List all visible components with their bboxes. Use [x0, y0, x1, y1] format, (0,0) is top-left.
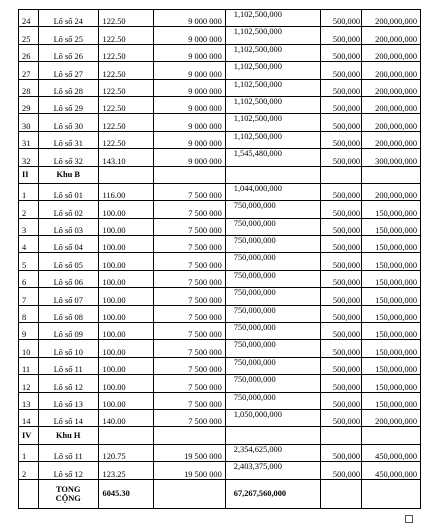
row-number-cell: 4	[19, 236, 39, 253]
total-price-cell: 750,000,000	[225, 253, 321, 270]
deposit-cell: 500,000	[321, 305, 362, 322]
payment-cell: 200,000,000	[362, 79, 421, 96]
section-empty-cell	[362, 166, 421, 183]
table-row	[19, 375, 421, 392]
payment-cell: 450,000,000	[362, 462, 421, 479]
lot-name-cell: Lô số 26	[38, 44, 98, 61]
lot-name-cell: Lô số 14	[38, 409, 98, 426]
row-number-cell: 5	[19, 253, 39, 270]
payment-cell: 200,000,000	[362, 44, 421, 61]
table-row	[19, 96, 421, 113]
table-row	[19, 149, 421, 166]
unit-price-cell: 7 500 000	[154, 357, 226, 374]
deposit-cell: 500,000	[321, 114, 362, 131]
area-cell: 100.00	[98, 253, 154, 270]
row-number-cell: 13	[19, 392, 39, 409]
table-row	[19, 270, 421, 287]
unit-price-cell: 7 500 000	[154, 323, 226, 340]
lot-name-cell: Lô số 05	[38, 253, 98, 270]
total-amount-cell: 67,267,560,000	[225, 479, 321, 508]
lot-name-cell: Lô số 12	[38, 462, 98, 479]
row-number-cell: 3	[19, 218, 39, 235]
section-empty-cell	[98, 427, 154, 444]
lot-name-cell: Lô số 08	[38, 305, 98, 322]
lot-price-table	[18, 9, 421, 509]
table-row	[19, 131, 421, 148]
area-cell: 100.00	[98, 236, 154, 253]
area-cell: 122.50	[98, 114, 154, 131]
section-empty-cell	[321, 427, 362, 444]
lot-name-cell: Lô số 01	[38, 183, 98, 200]
area-cell: 100.00	[98, 340, 154, 357]
total-price-cell	[154, 479, 226, 508]
row-number-cell: 1	[19, 183, 39, 200]
row-number-cell: 9	[19, 323, 39, 340]
section-empty-cell	[362, 427, 421, 444]
row-number-cell: 14	[19, 409, 39, 426]
unit-price-cell: 9 000 000	[154, 131, 226, 148]
area-cell: 100.00	[98, 218, 154, 235]
total-price-cell: 1,102,500,000	[225, 27, 321, 44]
total-price-cell: 1,102,500,000	[225, 96, 321, 113]
total-price-cell: 2,354,625,000	[225, 444, 321, 461]
total-label-line1: TONG	[55, 484, 81, 494]
area-cell: 122.50	[98, 44, 154, 61]
unit-price-cell: 9 000 000	[154, 62, 226, 79]
total-price-cell: 1,102,500,000	[225, 79, 321, 96]
table-row	[19, 288, 421, 305]
row-number-cell: 25	[19, 27, 39, 44]
lot-name-cell: Lô số 11	[38, 444, 98, 461]
section-row	[19, 166, 421, 183]
row-number-cell: 6	[19, 270, 39, 287]
lot-name-cell: Lô số 02	[38, 201, 98, 218]
area-cell: 123.25	[98, 462, 154, 479]
deposit-cell: 500,000	[321, 375, 362, 392]
unit-price-cell: 9 000 000	[154, 10, 226, 27]
unit-price-cell: 9 000 000	[154, 79, 226, 96]
payment-cell: 150,000,000	[362, 201, 421, 218]
total-price-cell: 1,545,480,000	[225, 149, 321, 166]
total-price-cell: 750,000,000	[225, 323, 321, 340]
lot-name-cell: Lô số 32	[38, 149, 98, 166]
lot-name-cell: Lô số 07	[38, 288, 98, 305]
table-row	[19, 44, 421, 61]
payment-cell: 450,000,000	[362, 444, 421, 461]
area-cell: 122.50	[98, 96, 154, 113]
lot-name-cell: Lô số 28	[38, 79, 98, 96]
lot-name-cell: Lô số 12	[38, 375, 98, 392]
payment-cell: 150,000,000	[362, 270, 421, 287]
total-price-cell: 750,000,000	[225, 305, 321, 322]
lot-name-cell: Lô số 29	[38, 96, 98, 113]
table-row	[19, 79, 421, 96]
area-cell: 100.00	[98, 392, 154, 409]
section-name-cell: Khu B	[38, 166, 98, 183]
row-number-cell: 8	[19, 305, 39, 322]
unit-price-cell: 9 000 000	[154, 114, 226, 131]
total-price-cell: 750,000,000	[225, 270, 321, 287]
unit-price-cell: 7 500 000	[154, 218, 226, 235]
deposit-cell: 500,000	[321, 131, 362, 148]
table-row	[19, 27, 421, 44]
total-label-cell	[38, 479, 98, 508]
section-empty-cell	[225, 427, 321, 444]
table-row	[19, 392, 421, 409]
area-cell: 100.00	[98, 305, 154, 322]
row-number-cell: 10	[19, 340, 39, 357]
area-cell: 116.00	[98, 183, 154, 200]
payment-cell: 150,000,000	[362, 305, 421, 322]
payment-cell: 300,000,000	[362, 149, 421, 166]
total-label-line2: CỘNG	[55, 493, 81, 503]
table-row	[19, 114, 421, 131]
table-row	[19, 323, 421, 340]
row-number-cell: 27	[19, 62, 39, 79]
section-name-cell: Khu H	[38, 427, 98, 444]
total-price-cell: 1,102,500,000	[225, 114, 321, 131]
total-price-cell: 750,000,000	[225, 340, 321, 357]
total-price-cell: 750,000,000	[225, 218, 321, 235]
table-row	[19, 201, 421, 218]
table-row	[19, 409, 421, 426]
area-cell: 122.50	[98, 79, 154, 96]
area-cell: 122.50	[98, 27, 154, 44]
total-row	[19, 479, 421, 508]
table-resize-handle[interactable]	[405, 515, 413, 523]
table-row	[19, 236, 421, 253]
deposit-cell: 500,000	[321, 96, 362, 113]
section-number-cell: II	[19, 166, 39, 183]
lot-name-cell: Lô số 11	[38, 357, 98, 374]
lot-name-cell: Lô số 03	[38, 218, 98, 235]
deposit-cell: 500,000	[321, 340, 362, 357]
total-price-cell: 750,000,000	[225, 375, 321, 392]
payment-cell: 200,000,000	[362, 62, 421, 79]
unit-price-cell: 7 500 000	[154, 201, 226, 218]
deposit-cell: 500,000	[321, 270, 362, 287]
total-price-cell: 750,000,000	[225, 236, 321, 253]
row-number-cell: 29	[19, 96, 39, 113]
area-cell: 100.00	[98, 201, 154, 218]
total-price-cell: 1,044,000,000	[225, 183, 321, 200]
row-number-cell: 2	[19, 462, 39, 479]
unit-price-cell: 9 000 000	[154, 27, 226, 44]
total-deposit-cell	[321, 479, 362, 508]
table-row	[19, 357, 421, 374]
unit-price-cell: 7 500 000	[154, 183, 226, 200]
deposit-cell: 500,000	[321, 444, 362, 461]
section-empty-cell	[321, 166, 362, 183]
total-price-cell: 750,000,000	[225, 392, 321, 409]
area-cell: 122.50	[98, 10, 154, 27]
table-row	[19, 62, 421, 79]
deposit-cell: 500,000	[321, 183, 362, 200]
total-payment-cell	[362, 479, 421, 508]
lot-name-cell: Lô số 04	[38, 236, 98, 253]
total-price-cell: 1,102,500,000	[225, 131, 321, 148]
table-row	[19, 253, 421, 270]
row-number-cell: 11	[19, 357, 39, 374]
deposit-cell: 500,000	[321, 323, 362, 340]
unit-price-cell: 9 000 000	[154, 44, 226, 61]
deposit-cell: 500,000	[321, 10, 362, 27]
payment-cell: 200,000,000	[362, 183, 421, 200]
payment-cell: 200,000,000	[362, 131, 421, 148]
deposit-cell: 500,000	[321, 149, 362, 166]
deposit-cell: 500,000	[321, 27, 362, 44]
table-row	[19, 340, 421, 357]
deposit-cell: 500,000	[321, 201, 362, 218]
row-number-cell: 7	[19, 288, 39, 305]
payment-cell: 150,000,000	[362, 375, 421, 392]
total-price-cell: 750,000,000	[225, 201, 321, 218]
lot-price-table-page	[18, 9, 421, 509]
total-price-cell: 1,102,500,000	[225, 44, 321, 61]
unit-price-cell: 7 500 000	[154, 270, 226, 287]
lot-name-cell: Lô số 27	[38, 62, 98, 79]
section-number-cell: IV	[19, 427, 39, 444]
deposit-cell: 500,000	[321, 79, 362, 96]
payment-cell: 200,000,000	[362, 96, 421, 113]
row-number-cell: 31	[19, 131, 39, 148]
total-price-cell: 750,000,000	[225, 357, 321, 374]
lot-name-cell: Lô số 25	[38, 27, 98, 44]
unit-price-cell: 9 000 000	[154, 96, 226, 113]
table-row	[19, 183, 421, 200]
lot-name-cell: Lô số 06	[38, 270, 98, 287]
payment-cell: 150,000,000	[362, 357, 421, 374]
deposit-cell: 500,000	[321, 288, 362, 305]
table-body	[19, 10, 421, 480]
area-cell: 143.10	[98, 149, 154, 166]
area-cell: 122.50	[98, 62, 154, 79]
deposit-cell: 500,000	[321, 462, 362, 479]
lot-name-cell: Lô số 31	[38, 131, 98, 148]
lot-name-cell: Lô số 24	[38, 10, 98, 27]
area-cell: 100.00	[98, 270, 154, 287]
section-row	[19, 427, 421, 444]
total-price-cell: 1,102,500,000	[225, 10, 321, 27]
deposit-cell: 500,000	[321, 357, 362, 374]
table-row	[19, 218, 421, 235]
payment-cell: 150,000,000	[362, 340, 421, 357]
total-price-cell: 750,000,000	[225, 288, 321, 305]
total-price-cell: 1,102,500,000	[225, 62, 321, 79]
table-row	[19, 305, 421, 322]
row-number-cell: 12	[19, 375, 39, 392]
unit-price-cell: 9 000 000	[154, 149, 226, 166]
unit-price-cell: 7 500 000	[154, 409, 226, 426]
payment-cell: 150,000,000	[362, 218, 421, 235]
payment-cell: 150,000,000	[362, 253, 421, 270]
payment-cell: 150,000,000	[362, 236, 421, 253]
area-cell: 140.00	[98, 409, 154, 426]
payment-cell: 150,000,000	[362, 323, 421, 340]
unit-price-cell: 19 500 000	[154, 444, 226, 461]
deposit-cell: 500,000	[321, 44, 362, 61]
lot-name-cell: Lô số 30	[38, 114, 98, 131]
section-empty-cell	[154, 427, 226, 444]
unit-price-cell: 7 500 000	[154, 375, 226, 392]
deposit-cell: 500,000	[321, 409, 362, 426]
lot-name-cell: Lô số 10	[38, 340, 98, 357]
deposit-cell: 500,000	[321, 253, 362, 270]
unit-price-cell: 7 500 000	[154, 253, 226, 270]
unit-price-cell: 7 500 000	[154, 288, 226, 305]
lot-name-cell: Lô số 13	[38, 392, 98, 409]
deposit-cell: 500,000	[321, 392, 362, 409]
unit-price-cell: 7 500 000	[154, 392, 226, 409]
unit-price-cell: 7 500 000	[154, 340, 226, 357]
total-area-cell: 6045.30	[98, 479, 154, 508]
deposit-cell: 500,000	[321, 218, 362, 235]
table-row	[19, 444, 421, 461]
row-number-cell: 24	[19, 10, 39, 27]
payment-cell: 200,000,000	[362, 114, 421, 131]
row-number-cell: 26	[19, 44, 39, 61]
unit-price-cell: 7 500 000	[154, 236, 226, 253]
area-cell: 100.00	[98, 323, 154, 340]
row-number-cell: 2	[19, 201, 39, 218]
payment-cell: 150,000,000	[362, 392, 421, 409]
deposit-cell: 500,000	[321, 236, 362, 253]
payment-cell: 200,000,000	[362, 409, 421, 426]
table-row	[19, 462, 421, 479]
payment-cell: 150,000,000	[362, 288, 421, 305]
lot-name-cell: Lô số 09	[38, 323, 98, 340]
unit-price-cell: 7 500 000	[154, 305, 226, 322]
row-number-cell: 28	[19, 79, 39, 96]
area-cell: 120.75	[98, 444, 154, 461]
row-number-cell: 32	[19, 149, 39, 166]
section-empty-cell	[225, 166, 321, 183]
section-empty-cell	[154, 166, 226, 183]
row-number-cell: 1	[19, 444, 39, 461]
area-cell: 100.00	[98, 375, 154, 392]
row-number-cell: 30	[19, 114, 39, 131]
unit-price-cell: 19 500 000	[154, 462, 226, 479]
deposit-cell: 500,000	[321, 62, 362, 79]
table-row	[19, 10, 421, 27]
area-cell: 100.00	[98, 288, 154, 305]
total-price-cell: 1,050,000,000	[225, 409, 321, 426]
section-empty-cell	[98, 166, 154, 183]
total-price-cell: 2,403,375,000	[225, 462, 321, 479]
payment-cell: 200,000,000	[362, 10, 421, 27]
area-cell: 100.00	[98, 357, 154, 374]
total-stt-cell	[19, 479, 39, 508]
area-cell: 122.50	[98, 131, 154, 148]
payment-cell: 200,000,000	[362, 27, 421, 44]
